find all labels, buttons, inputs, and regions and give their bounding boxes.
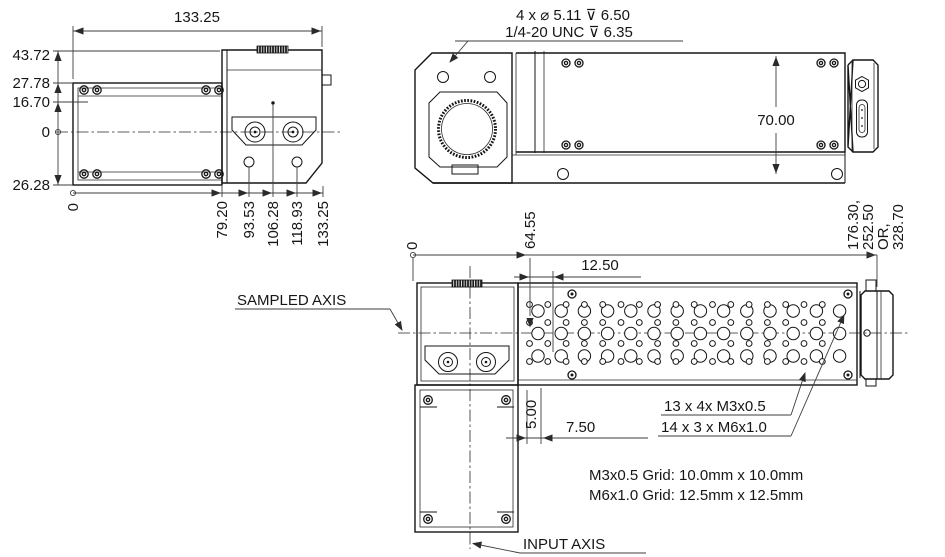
- m3-hole: [691, 341, 697, 347]
- input-axis-callout: [473, 536, 646, 553]
- connector-tab-bottom: [866, 379, 876, 386]
- sampled-axis-callout: [235, 292, 402, 330]
- knurl-strip: [257, 46, 288, 53]
- m3-hole: [563, 341, 569, 347]
- m6-hole: [532, 305, 544, 317]
- rail-hole-left: [558, 169, 569, 180]
- m6-hole: [648, 327, 660, 339]
- travel-or: OR,: [875, 223, 892, 250]
- m3-hole: [655, 359, 661, 365]
- side-body-inner: [78, 88, 222, 180]
- dim-4372: 43.72: [12, 47, 50, 64]
- m3-hole: [801, 320, 807, 326]
- m3-hole: [545, 320, 551, 326]
- m3-hole: [582, 341, 588, 347]
- m6-hole: [694, 327, 706, 339]
- reference-dot: [271, 101, 274, 104]
- callout-m3-label: 13 x 4x M3x0.5: [664, 398, 766, 415]
- m3-hole: [673, 302, 679, 308]
- ord-9353: 93.53: [241, 201, 258, 239]
- m6-hole: [671, 327, 683, 339]
- ord-7920: 79.20: [214, 201, 231, 239]
- m3-hole: [545, 341, 551, 347]
- m3-hole: [691, 302, 697, 308]
- m6-hole: [717, 327, 729, 339]
- dim-chain-top: [404, 211, 877, 326]
- m6-hole: [787, 327, 799, 339]
- m3-hole: [819, 341, 825, 347]
- dim-500-label: 5.00: [523, 399, 540, 429]
- m3-hole: [783, 341, 789, 347]
- m3-hole: [691, 320, 697, 326]
- dim-500-750: [506, 388, 648, 444]
- m3-hole: [563, 359, 569, 365]
- m6-hole: [625, 327, 637, 339]
- dim-2628: 26.28: [12, 177, 50, 194]
- m3-hole: [582, 359, 588, 365]
- callout-line2: 1/4-20 UNC ⊽ 6.35: [505, 24, 633, 41]
- m3-hole: [600, 341, 606, 347]
- ord-top-6455: 64.55: [522, 211, 539, 249]
- m3-hole: [636, 302, 642, 308]
- ord-10628: 106.28: [265, 201, 282, 247]
- m3-hole: [765, 359, 771, 365]
- m3-hole: [600, 359, 606, 365]
- travel-17630: 176.30,: [845, 199, 862, 250]
- m3-hole: [673, 320, 679, 326]
- m3-hole: [527, 359, 533, 365]
- m3-hole: [746, 341, 752, 347]
- m3-hole: [527, 341, 533, 347]
- m3-hole: [636, 341, 642, 347]
- rail-hole-right: [832, 169, 843, 180]
- adjuster-knobs-top: [439, 353, 496, 372]
- adjuster-knobs: [245, 122, 303, 142]
- m3-hole: [746, 302, 752, 308]
- dim-750-label: 7.50: [566, 419, 596, 436]
- m6-hole: [578, 327, 590, 339]
- mount-hole-1: [438, 72, 449, 83]
- dim-height-label: 70.00: [757, 112, 795, 129]
- m3-hole: [655, 302, 661, 308]
- m3-hole: [636, 359, 642, 365]
- side-view: [12, 9, 340, 247]
- note-m6-grid: M6x1.0 Grid: 12.5mm x 12.5mm: [589, 487, 804, 504]
- m3-hole: [783, 320, 789, 326]
- m3-hole: [527, 320, 533, 326]
- side-hole-right: [292, 157, 302, 167]
- dim-zero-left: 0: [41, 124, 50, 141]
- m3-hole: [563, 320, 569, 326]
- m3-hole: [746, 359, 752, 365]
- m3-hole: [783, 302, 789, 308]
- input-axis-label: INPUT AXIS: [523, 536, 606, 553]
- m3-hole: [765, 302, 771, 308]
- ord-top-0: 0: [404, 241, 421, 250]
- m3-hole: [673, 341, 679, 347]
- m3-hole: [746, 320, 752, 326]
- m3-hole: [600, 302, 606, 308]
- knurl-strip-top: [452, 280, 482, 287]
- front-input-block: [415, 53, 512, 183]
- counterbore-callout: [450, 7, 683, 62]
- m6-hole: [555, 327, 567, 339]
- m3-hole: [819, 302, 825, 308]
- callout-line1: 4 x ⌀ 5.11 ⊽ 6.50: [516, 7, 630, 24]
- m6-hole: [787, 305, 799, 317]
- dim-width-top-label: 133.25: [174, 9, 220, 26]
- m3-hole: [765, 320, 771, 326]
- side-tab: [322, 75, 331, 85]
- hex-nut: [856, 77, 869, 92]
- knob-plate-top: [425, 346, 509, 374]
- m3-hole: [563, 302, 569, 308]
- m3-hole: [710, 320, 716, 326]
- m3-hole: [673, 359, 679, 365]
- m3-hole: [545, 302, 551, 308]
- m3-hole: [618, 359, 624, 365]
- m3-hole: [728, 341, 734, 347]
- m3-hole: [655, 320, 661, 326]
- knob-base: [452, 165, 478, 174]
- dim-1670: 16.70: [12, 94, 50, 111]
- m3-hole: [582, 320, 588, 326]
- m3-hole: [728, 359, 734, 365]
- m3-hole: [710, 341, 716, 347]
- grid-notes: [589, 467, 803, 504]
- front-view: [415, 7, 907, 287]
- m3-hole: [801, 359, 807, 365]
- m3-hole: [819, 320, 825, 326]
- m3-hole: [527, 302, 533, 308]
- m3-hole: [710, 359, 716, 365]
- knurled-knob: [439, 101, 496, 158]
- m3-hole: [618, 341, 624, 347]
- dim-2778: 27.78: [12, 75, 50, 92]
- travel-32870: 328.70: [890, 204, 907, 250]
- m3-hole: [728, 302, 734, 308]
- top-view: [235, 211, 908, 553]
- m3-hole: [636, 320, 642, 326]
- sampled-axis-label: SAMPLED AXIS: [237, 292, 347, 309]
- top-head-block: [417, 283, 518, 385]
- m3-hole: [783, 359, 789, 365]
- m3-hole: [801, 341, 807, 347]
- leg-screws: [420, 396, 514, 524]
- m3-hole: [545, 359, 551, 365]
- ord-0: 0: [65, 203, 82, 212]
- dim-height-70: [757, 56, 795, 174]
- note-m3-grid: M3x0.5 Grid: 10.0mm x 10.0mm: [589, 467, 804, 484]
- dim-bottom-ordinates: [65, 105, 332, 247]
- connector-tab-top: [866, 280, 876, 291]
- m6-hole: [764, 327, 776, 339]
- front-screws: [562, 59, 838, 149]
- m3-hole: [801, 302, 807, 308]
- travel-25250: 252.50: [860, 204, 877, 250]
- ord-13325: 133.25: [315, 201, 332, 247]
- ord-11893: 118.93: [289, 201, 306, 246]
- side-hole-left: [244, 157, 254, 167]
- m6-hole: [741, 327, 753, 339]
- m3-hole: [600, 320, 606, 326]
- m3-hole: [582, 302, 588, 308]
- m3-hole: [710, 302, 716, 308]
- m3-hole: [691, 359, 697, 365]
- callout-m6-label: 14 x 3 x M6x1.0: [661, 419, 767, 436]
- connector-endcap: [848, 60, 878, 152]
- m3-hole: [618, 320, 624, 326]
- m6-hole: [625, 350, 637, 362]
- hole-plate: [518, 283, 857, 385]
- front-body: [516, 53, 845, 152]
- m3-hole: [655, 341, 661, 347]
- dim-1250-label: 12.50: [581, 257, 619, 274]
- m3-hole: [728, 320, 734, 326]
- dim-width-top: [73, 9, 322, 79]
- m6-hole: [601, 327, 613, 339]
- m6-hole: [532, 350, 544, 362]
- m6-hole: [717, 305, 729, 317]
- mount-hole-2: [485, 72, 496, 83]
- dim-travel-options: [845, 200, 907, 287]
- m6-hole: [625, 305, 637, 317]
- m6-hole: [810, 327, 822, 339]
- m3-hole: [618, 302, 624, 308]
- m6-hole: [833, 327, 845, 339]
- m6-hole: [833, 350, 845, 362]
- m6-hole: [532, 327, 544, 339]
- m3-hole: [765, 341, 771, 347]
